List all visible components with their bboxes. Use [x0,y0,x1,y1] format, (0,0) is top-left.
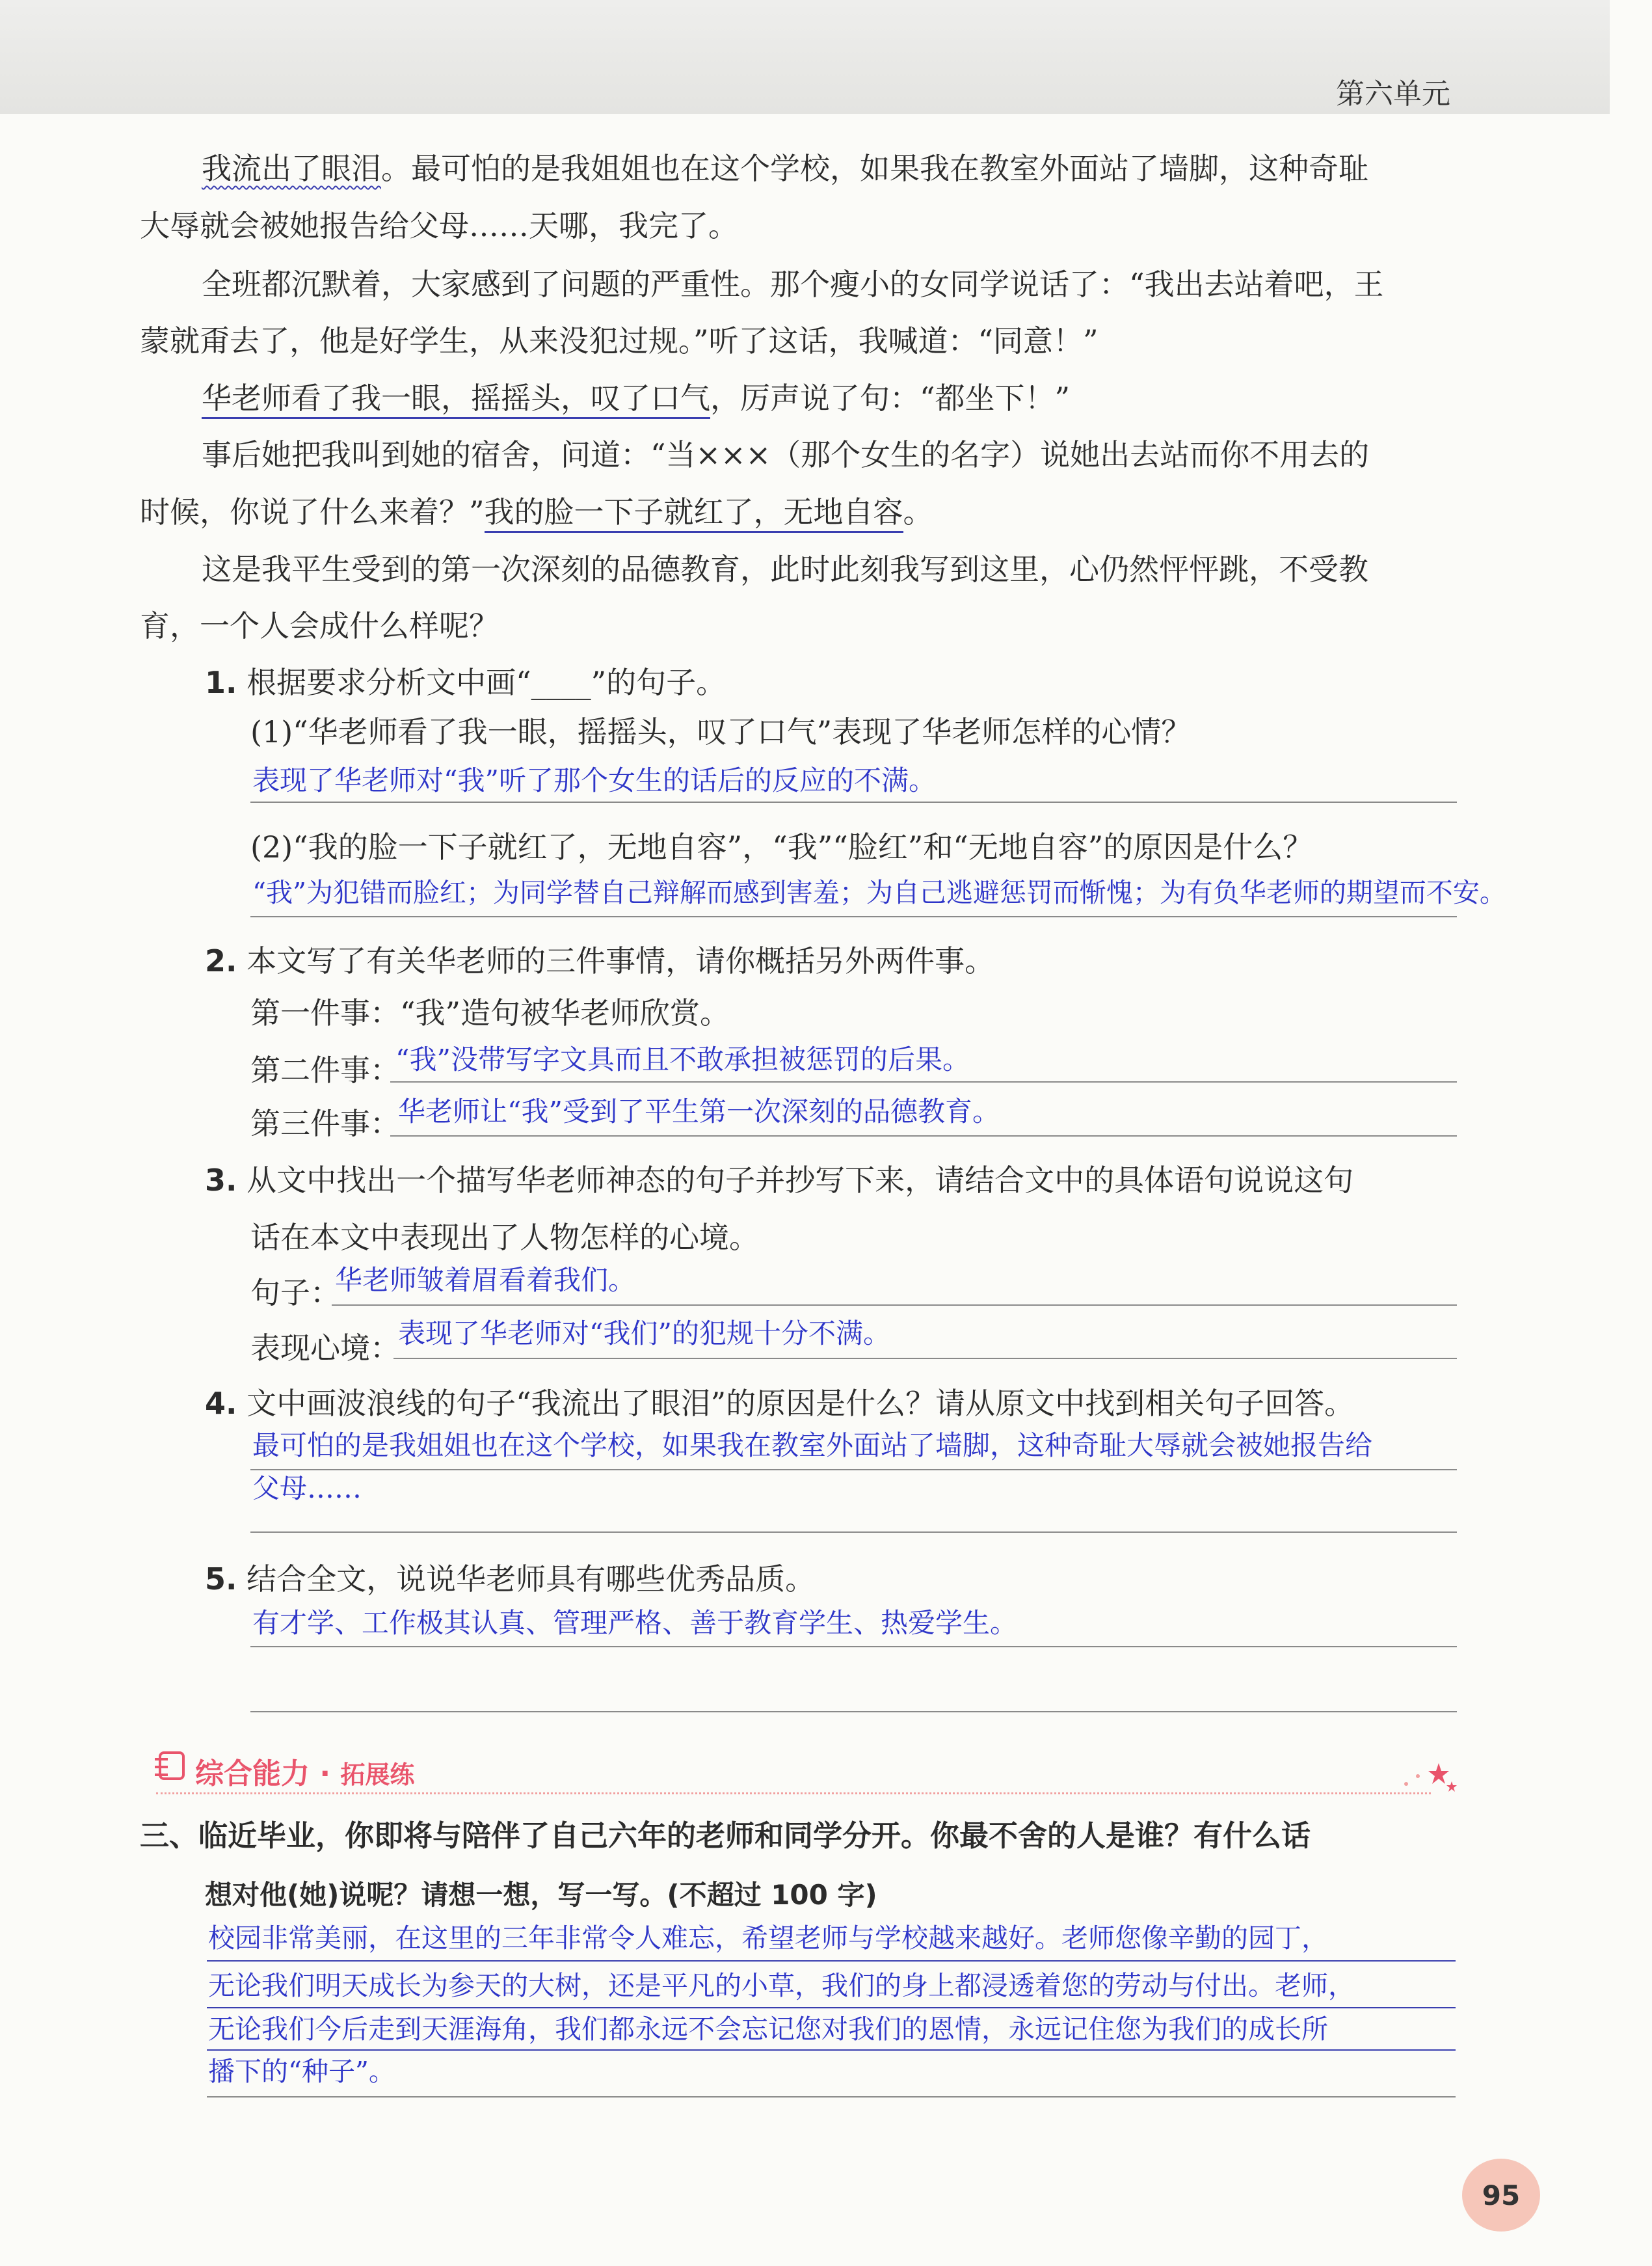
question-text: 根据要求分析文中画“____”的句子。 [246,665,726,700]
answer-line [207,2049,1456,2051]
question-number: 2. [205,943,237,978]
answer-1-1: 表现了华老师对“我”听了那个女生的话后的反应的不满。 [252,764,936,796]
wavy-underlined-sentence: 我流出了眼泪 [202,151,381,186]
passage-line: 大辱就会被她报告给父母……天哪，我完了。 [140,208,738,243]
answer-line [332,1304,1457,1306]
passage-text: 。最可怕的是我姐姐也在这个学校，如果我在教室外面站了墙脚，这种奇耻 [381,151,1368,186]
event-3-answer: 华老师让“我”受到了平生第一次深刻的品德教育。 [398,1096,1000,1127]
answer-line [207,2007,1456,2008]
answer-line [250,1711,1457,1712]
question-number: 3. [205,1163,237,1198]
underlined-sentence: 我的脸一下子就红了，无地自容 [485,494,903,533]
question-text: 本文写了有关华老师的三件事情，请你概括另外两件事。 [246,943,995,978]
passage-line [140,494,933,530]
answer-three-line-1: 校园非常美丽，在这里的三年非常令人难忘，希望老师与学校越来越好。老师您像辛勤的园丁， [208,1922,1328,1954]
answer-4-line-2: 父母…… [252,1472,362,1504]
passage-text: 时候，你说了什么来着？” [140,494,485,530]
question-1-sub-1: (1)“华老师看了我一眼，摇摇头，叹了口气”表现了华老师怎样的心情？ [250,714,1192,749]
answer-three-line-4: 播下的“种子”。 [208,2056,395,2087]
question-three: 三、临近毕业，你即将与陪伴了自己六年的老师和同学分开。你最不舍的人是谁？有什么话 [140,1818,1311,1853]
section-title-sub: 拓展练 [340,1760,415,1789]
answer-line [207,2096,1456,2097]
question-number: 1. [205,665,237,700]
answer-line [390,1081,1457,1083]
question-4 [205,1386,1354,1422]
answer-three-line-3: 无论我们今后走到天涯海角，我们都永远不会忘记您对我们的恩情，永远记住您为我们的成长所 [208,2014,1328,2045]
answer-line [250,802,1457,803]
question-5 [205,1561,815,1597]
section-icon [151,1749,190,1787]
passage-line [202,151,1368,187]
answer-line [250,916,1457,917]
question-3-cont: 话在本文中表现出了人物怎样的心境。 [250,1220,759,1255]
section-title [195,1750,414,1792]
passage-line: 全班都沉默着，大家感到了问题的严重性。那个瘦小的女同学说话了：“我出去站着吧，王 [202,267,1384,302]
event-3-label: 第三件事： [250,1106,400,1141]
answer-line [250,1531,1457,1533]
unit-label: 第六单元 [1336,77,1450,111]
question-3 [205,1163,1353,1198]
event-1: 第一件事：“我”造句被华老师欣赏。 [250,995,730,1031]
answer-line [207,1960,1456,1962]
event-2-label: 第二件事： [250,1053,400,1088]
answer-three-line-2: 无论我们明天成长为参天的大树，还是平凡的小草，我们的身上都浸透着您的劳动与付出。老师， [208,1970,1355,2001]
answer-line [390,1135,1457,1137]
question-number: 4. [205,1386,237,1421]
star-decoration-icon [1398,1757,1457,1796]
underlined-sentence: 华老师看了我一眼，摇摇头，叹了口气 [202,381,710,419]
question-text: 文中画波浪线的句子“我流出了眼泪”的原因是什么？请从原文中找到相关句子回答。 [246,1386,1355,1421]
passage-text: 。 [903,494,933,530]
mood-label: 表现心境： [250,1330,400,1366]
passage-line: 蒙就甭去了，他是好学生，从来没犯过规。”听了这话，我喊道：“同意！” [140,323,1099,358]
passage-line [202,381,1070,416]
answer-line [393,1358,1457,1359]
question-1-sub-2: (2)“我的脸一下子就红了，无地自容”，“我”“脸红”和“无地自容”的原因是什么？ [250,830,1313,865]
mood-answer: 表现了华老师对“我们”的犯规十分不满。 [398,1317,890,1349]
question-2 [205,943,994,979]
question-three-cont: 想对他(她)说呢？请想一想，写一写。(不超过 100 字) [205,1879,877,1911]
passage-line: 育，一个人会成什么样呢？ [140,608,499,643]
question-text: 从文中找出一个描写华老师神态的句子并抄写下来，请结合文中的具体语句说说这句 [246,1163,1354,1198]
question-text: 结合全文，说说华老师具有哪些优秀品质。 [246,1561,816,1597]
sentence-answer: 华老师皱着眉看着我们。 [335,1264,636,1296]
section-divider [156,1792,1431,1794]
page-number: 95 [1482,2179,1521,2211]
answer-5: 有才学、工作极其认真、管理严格、善于教育学生、热爱学生。 [252,1607,1018,1639]
section-title-separator: · [319,1757,331,1790]
answer-line [250,1646,1457,1647]
passage-text: ，厉声说了句：“都坐下！” [710,381,1071,416]
sentence-label: 句子： [250,1275,340,1310]
question-number: 5. [205,1561,237,1597]
section-title-main: 综合能力 [195,1757,310,1790]
event-2-answer: “我”没带写字文具而且不敢承担被惩罚的后果。 [395,1044,970,1075]
answer-4-line-1: 最可怕的是我姐姐也在这个学校，如果我在教室外面站了墙脚，这种奇耻大辱就会被她报告给 [252,1429,1373,1461]
passage-line: 这是我平生受到的第一次深刻的品德教育，此时此刻我写到这里，心仍然怦怦跳，不受教 [202,552,1368,587]
question-1 [205,665,726,701]
answer-1-2: “我”为犯错而脸红；为同学替自己辩解而感到害羞；为自己逃避惩罚而惭愧；为有负华老师的期望而不安。 [252,877,1506,908]
passage-line: 事后她把我叫到她的宿舍，问道：“当×××（那个女生的名字）说她出去站而你不用去的 [202,437,1370,472]
answer-line [250,1469,1457,1470]
